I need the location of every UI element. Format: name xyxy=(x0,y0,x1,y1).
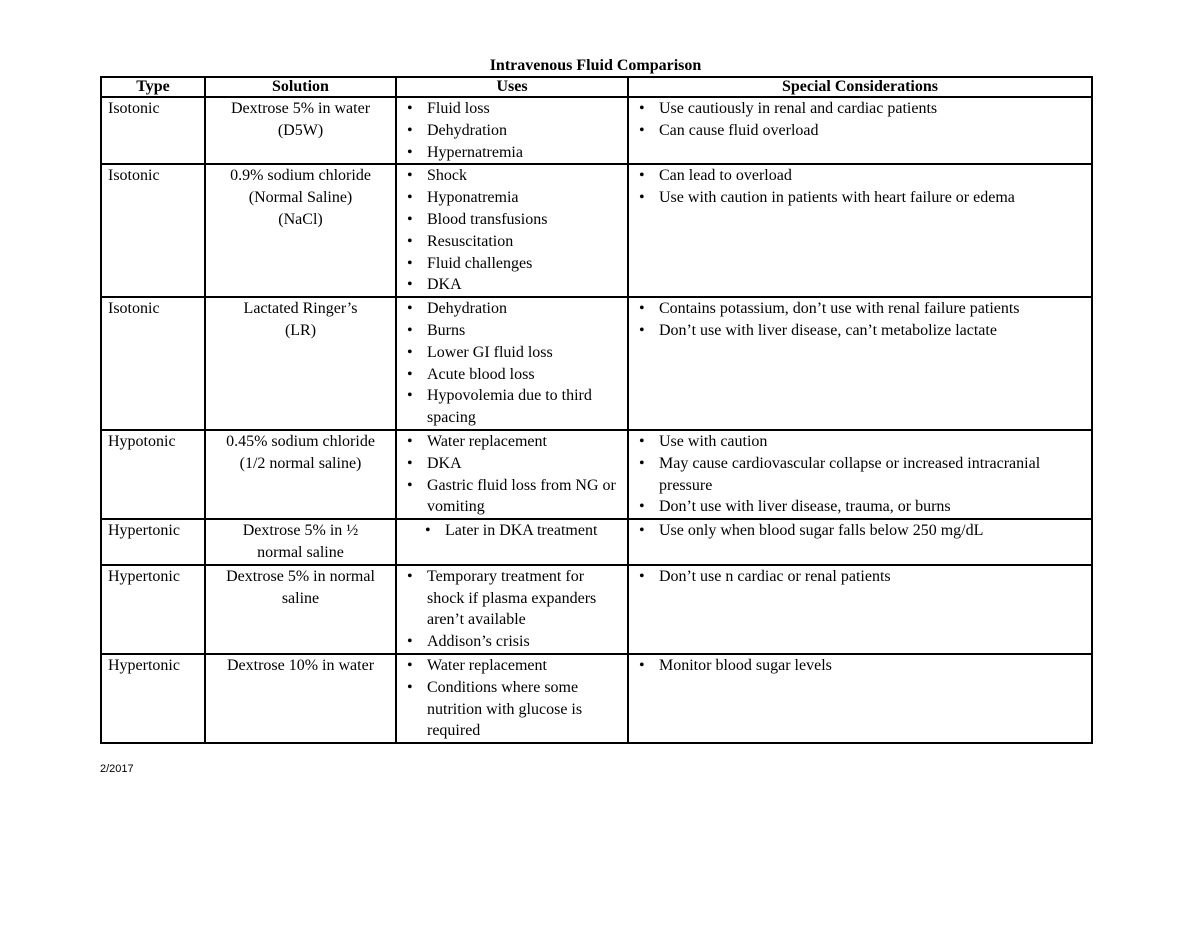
uses-list xyxy=(403,298,621,429)
table-row xyxy=(101,519,1092,565)
fluid-type: Isotonic xyxy=(101,164,205,297)
special-considerations-cell xyxy=(628,430,1092,519)
list-item: • Can cause fluid overload xyxy=(635,120,1085,142)
solution-line: Dextrose 5% in ½ xyxy=(242,522,359,540)
solution-line: Dextrose 5% in water xyxy=(230,100,371,117)
list-item: • Acute blood loss xyxy=(403,364,621,386)
uses-list xyxy=(403,655,621,742)
uses-list xyxy=(403,98,621,163)
fluid-type: Hypertonic xyxy=(101,565,205,654)
list-item: • Temporary treatment for shock if plasma expanders aren’t available xyxy=(403,566,621,631)
list-item: • Gastric fluid loss from NG or vomiting xyxy=(403,475,621,519)
special-considerations-cell xyxy=(628,97,1092,164)
list-item: • Hypernatremia xyxy=(403,142,621,164)
list-item: • Lower GI fluid loss xyxy=(403,342,621,364)
header-solution: Solution xyxy=(205,77,396,97)
list-item: • Don’t use with liver disease, can’t metabolize lactate xyxy=(635,320,1085,342)
list-item: • Conditions where some nutrition with glucose is required xyxy=(403,677,621,742)
solution-line: (D5W) xyxy=(277,121,324,139)
list-item: • Shock xyxy=(403,165,621,187)
considerations-list xyxy=(635,655,1085,677)
uses-cell xyxy=(396,654,628,743)
considerations-list xyxy=(635,431,1085,518)
solution-line: (Normal Saline) xyxy=(248,189,353,207)
solution-line: (LR) xyxy=(284,321,317,339)
list-item: • Hyponatremia xyxy=(403,187,621,209)
list-item: • May cause cardiovascular collapse or increased intracranial pressure xyxy=(635,453,1085,497)
solution-cell xyxy=(205,164,396,297)
list-item: • Don’t use n cardiac or renal patients xyxy=(635,566,1085,588)
footer-date: 2/2017 xyxy=(100,763,134,775)
table-header-row xyxy=(101,77,1092,97)
list-item: • Can lead to overload xyxy=(635,165,1085,187)
list-item: • DKA xyxy=(403,274,621,296)
considerations-list xyxy=(635,298,1085,342)
header-type: Type xyxy=(101,77,205,97)
solution-line: 0.9% sodium chloride xyxy=(230,167,371,185)
solution-cell xyxy=(205,97,396,164)
list-item: • Water replacement xyxy=(403,655,621,677)
solution-cell xyxy=(205,519,396,565)
list-item: • Fluid loss xyxy=(403,98,621,120)
uses-cell xyxy=(396,164,628,297)
list-item: • DKA xyxy=(403,453,621,475)
uses-cell xyxy=(396,97,628,164)
iv-fluid-table xyxy=(100,76,1093,744)
uses-cell xyxy=(396,430,628,519)
list-item: • Blood transfusions xyxy=(403,209,621,231)
list-item: • Resuscitation xyxy=(403,231,621,253)
uses-list xyxy=(403,520,621,542)
uses-list xyxy=(403,566,621,653)
solution-line: (1/2 normal saline) xyxy=(239,454,362,472)
solution-line: normal saline xyxy=(257,543,344,561)
list-item: • Addison’s crisis xyxy=(403,631,621,653)
special-considerations-cell xyxy=(628,654,1092,743)
solution-cell xyxy=(205,297,396,430)
table-row xyxy=(101,654,1092,743)
considerations-list xyxy=(635,98,1085,142)
solution-line: Dextrose 5% in normal xyxy=(226,567,375,585)
considerations-list xyxy=(635,165,1085,209)
solution-line: 0.45% sodium chloride xyxy=(226,432,375,450)
solution-cell xyxy=(205,654,396,743)
list-item: • Use with caution xyxy=(635,431,1085,453)
list-item: • Dehydration xyxy=(403,298,621,320)
considerations-list xyxy=(635,520,1085,542)
fluid-type: Isotonic xyxy=(101,97,205,164)
page-title: Intravenous Fluid Comparison xyxy=(489,57,702,74)
uses-cell xyxy=(396,565,628,654)
uses-list xyxy=(403,165,621,296)
fluid-type: Hypotonic xyxy=(101,430,205,519)
list-item: • Water replacement xyxy=(403,431,621,453)
table-row xyxy=(101,565,1092,654)
special-considerations-cell xyxy=(628,297,1092,430)
fluid-type: Hypertonic xyxy=(101,519,205,565)
considerations-list xyxy=(635,566,1085,588)
table-row xyxy=(101,430,1092,519)
special-considerations-cell xyxy=(628,565,1092,654)
solution-cell xyxy=(205,565,396,654)
solution-cell xyxy=(205,430,396,519)
table-row xyxy=(101,297,1092,430)
list-item: • Burns xyxy=(403,320,621,342)
list-item: • Use cautiously in renal and cardiac patients xyxy=(635,98,1085,120)
solution-line: (NaCl) xyxy=(278,210,323,228)
list-item: • Fluid challenges xyxy=(403,253,621,275)
special-considerations-cell xyxy=(628,164,1092,297)
list-item: • Dehydration xyxy=(403,120,621,142)
solution-line: Dextrose 10% in water xyxy=(226,656,375,674)
list-item: • Contains potassium, don’t use with renal failure patients xyxy=(635,298,1085,320)
uses-cell xyxy=(396,297,628,430)
list-item: • Don’t use with liver disease, trauma, or burns xyxy=(635,496,1085,518)
special-considerations-cell xyxy=(628,519,1092,565)
table-row xyxy=(101,164,1092,297)
fluid-type: Isotonic xyxy=(101,297,205,430)
table-row xyxy=(101,97,1092,164)
uses-cell xyxy=(396,519,628,565)
header-special-considerations: Special Considerations xyxy=(628,77,1092,97)
header-uses: Uses xyxy=(396,77,628,97)
solution-line: saline xyxy=(281,589,320,607)
list-item: • Use only when blood sugar falls below 250 mg/dL xyxy=(635,520,1085,542)
fluid-type: Hypertonic xyxy=(101,654,205,743)
list-item: • Use with caution in patients with heart failure or edema xyxy=(635,187,1085,209)
list-item: • Hypovolemia due to third spacing xyxy=(403,385,621,429)
list-item: • Monitor blood sugar levels xyxy=(635,655,1085,677)
list-item: • Later in DKA treatment xyxy=(403,520,621,542)
solution-line: Lactated Ringer’s xyxy=(243,300,358,318)
uses-list xyxy=(403,431,621,518)
